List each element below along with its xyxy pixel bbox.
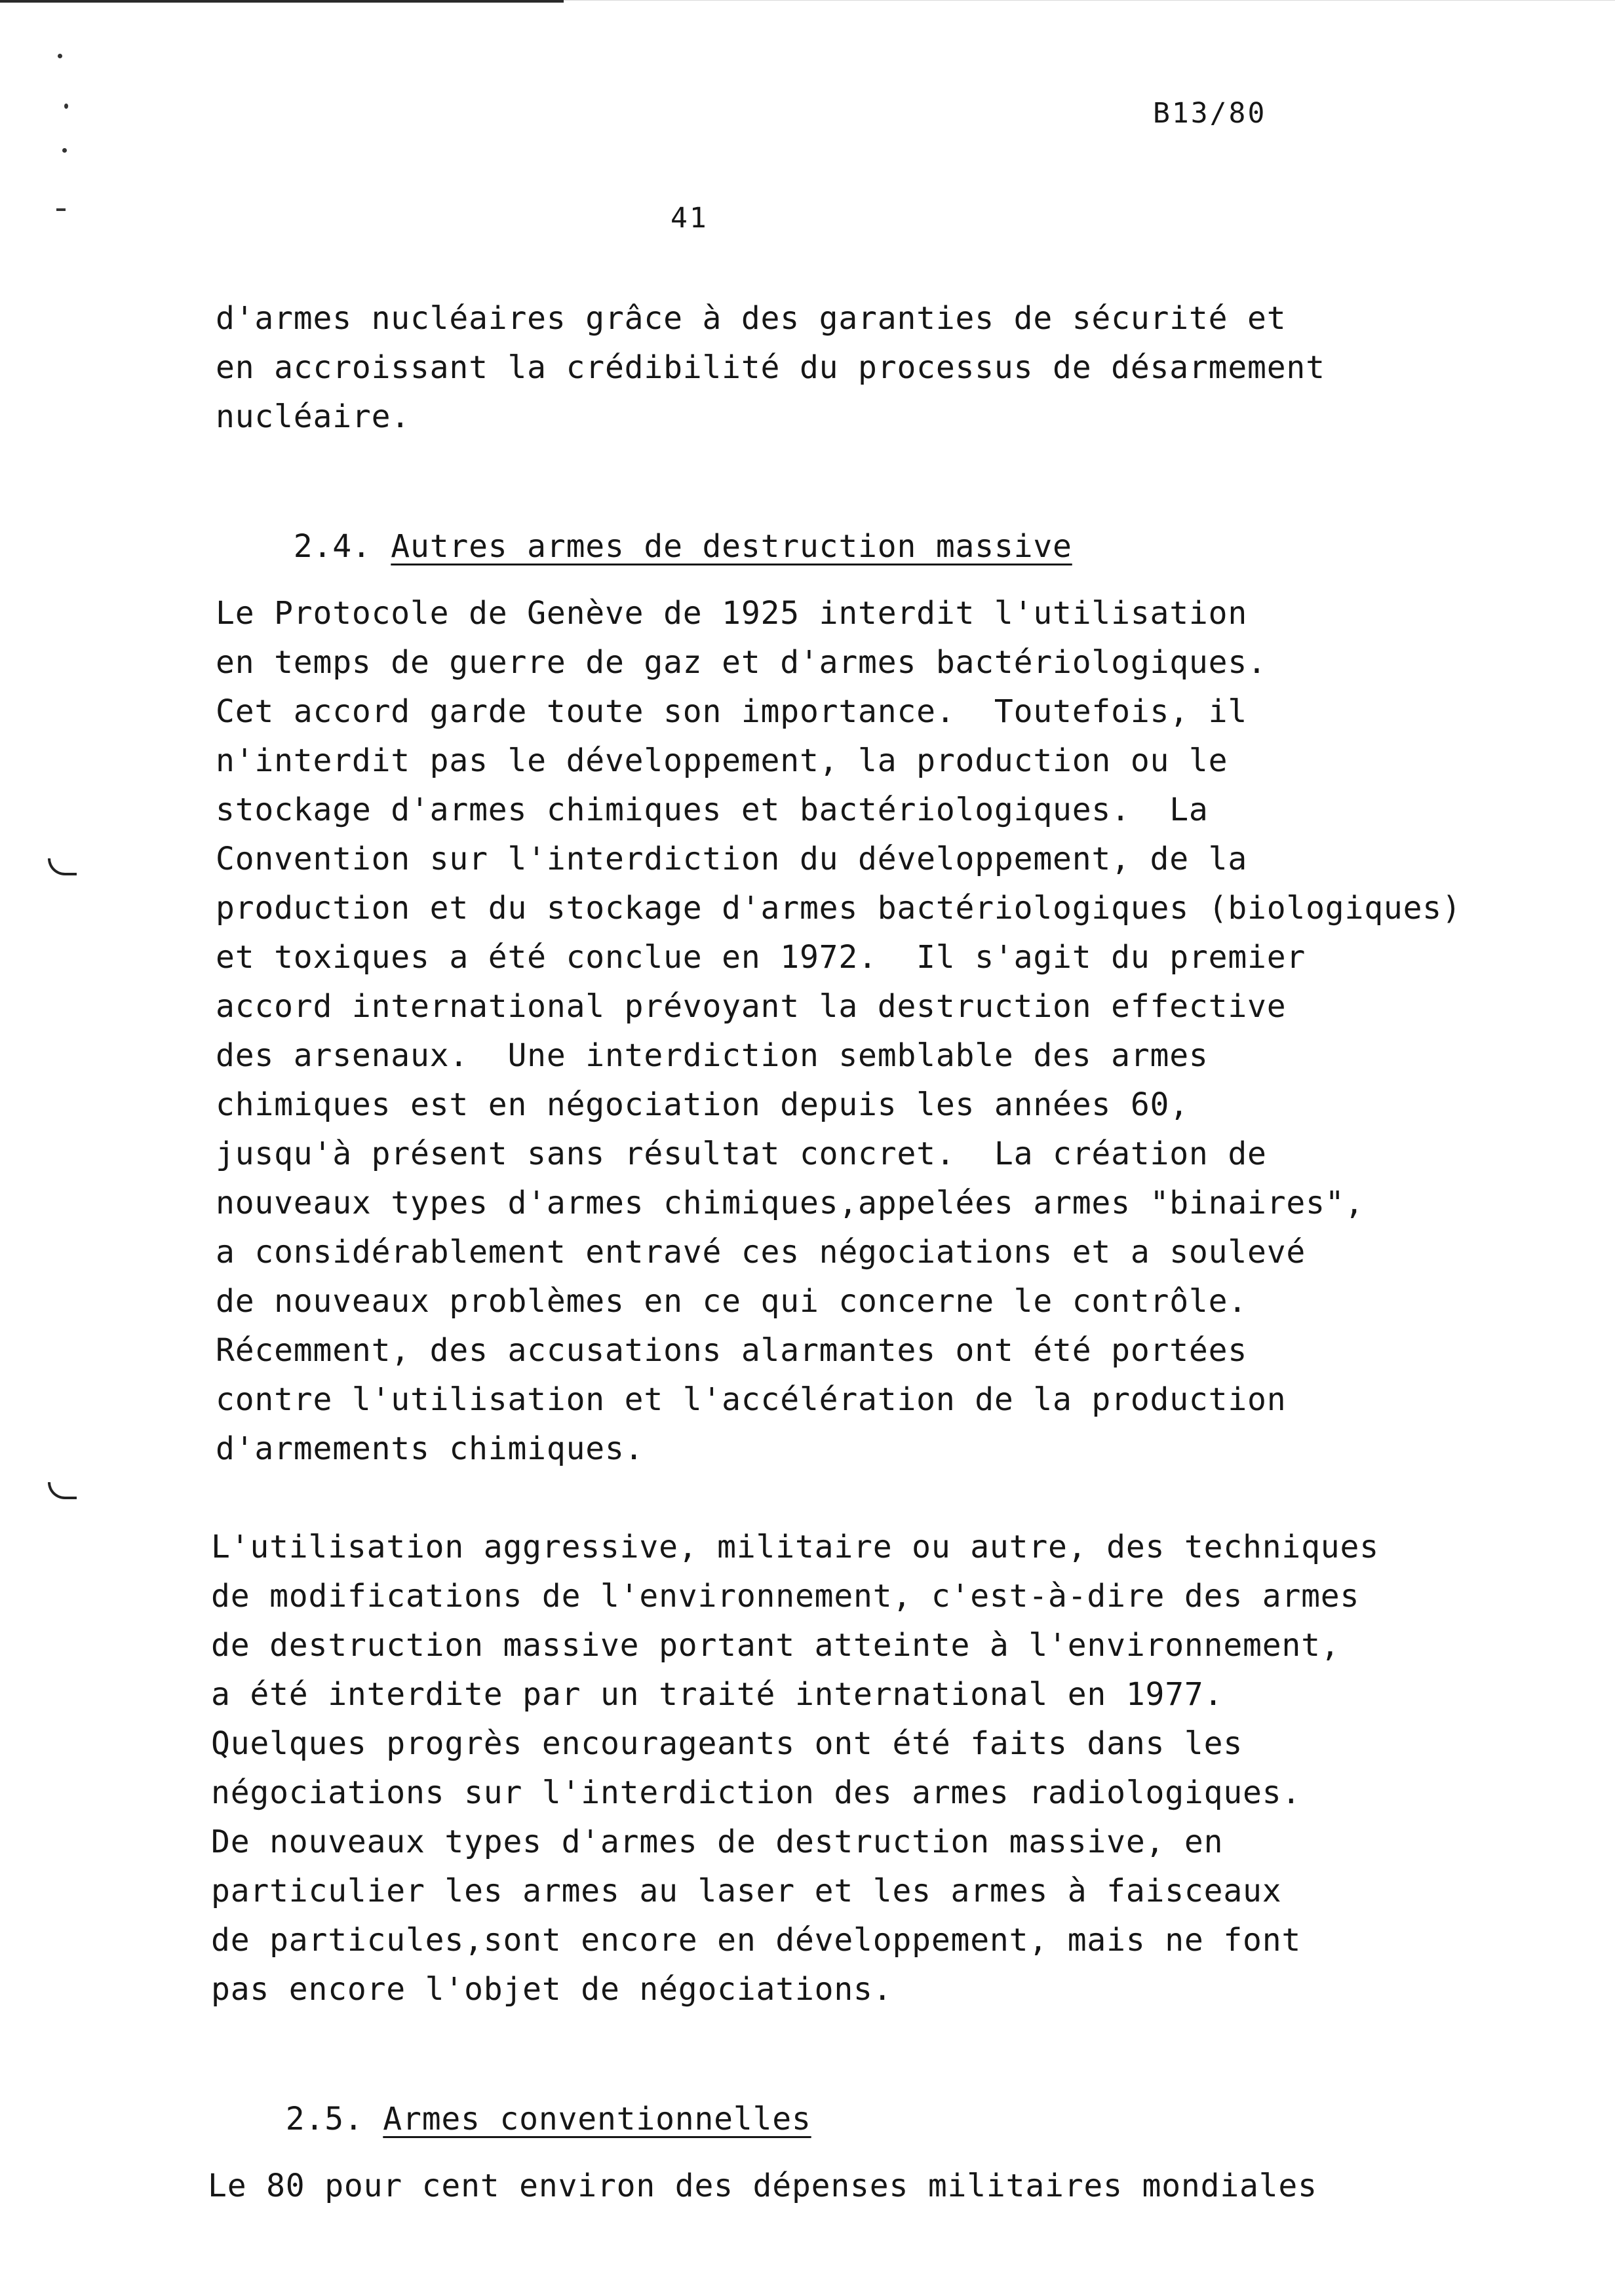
- text-line: Convention sur l'interdiction du développement, de la: [216, 841, 1248, 877]
- margin-annotation-mark: [48, 1482, 77, 1499]
- margin-speck: [64, 104, 68, 109]
- text-line: Le 80 pour cent environ des dépenses militaires mondiales: [208, 2168, 1317, 2204]
- text-line: accord international prévoyant la destruction effective: [216, 988, 1287, 1025]
- text-line: Cet accord garde toute son importance. Toutefois, il: [216, 693, 1248, 730]
- section-heading-2-4: [216, 499, 1072, 594]
- section-title: Autres armes de destruction massive: [391, 528, 1072, 565]
- text-line: et toxiques a été conclue en 1972. Il s'agit du premier: [216, 939, 1306, 976]
- section-heading-2-5: [208, 2072, 811, 2166]
- section-title: Armes conventionnelles: [383, 2101, 811, 2137]
- text-line: Le Protocole de Genève de 1925 interdit l'utilisation: [216, 595, 1248, 632]
- margin-annotation-mark: [48, 858, 77, 875]
- text-line: pas encore l'objet de négociations.: [211, 1971, 893, 2008]
- text-line: d'armes nucléaires grâce à des garanties de sécurité et: [216, 300, 1287, 337]
- text-line: Quelques progrès encourageants ont été faits dans les: [211, 1725, 1243, 1762]
- text-line: stockage d'armes chimiques et bactériologiques. La: [216, 792, 1209, 828]
- margin-speck: [58, 54, 62, 58]
- text-line: de nouveaux problèmes en ce qui concerne le contrôle.: [216, 1283, 1248, 1320]
- text-line: De nouveaux types d'armes de destruction massive, en: [211, 1824, 1224, 1860]
- section-number: 2.5.: [285, 2101, 364, 2137]
- text-line: de modifications de l'environnement, c'est-à-dire des armes: [211, 1578, 1360, 1615]
- text-line: L'utilisation aggressive, militaire ou autre, des techniques: [211, 1529, 1379, 1565]
- text-line: jusqu'à présent sans résultat concret. La création de: [216, 1136, 1267, 1172]
- text-line: nouveaux types d'armes chimiques,appelées armes "binaires",: [216, 1185, 1365, 1221]
- text-line: chimiques est en négociation depuis les années 60,: [216, 1086, 1189, 1123]
- margin-speck: [62, 148, 67, 153]
- text-line: en temps de guerre de gaz et d'armes bactériologiques.: [216, 644, 1267, 681]
- text-line: n'interdit pas le développement, la production ou le: [216, 742, 1228, 779]
- text-line: Récemment, des accusations alarmantes ont été portées: [216, 1332, 1248, 1369]
- margin-dash: [56, 208, 66, 211]
- page-number: 41: [671, 202, 709, 235]
- section-number: 2.4.: [293, 528, 372, 565]
- text-line: des arsenaux. Une interdiction semblable des armes: [216, 1037, 1209, 1074]
- text-line: en accroissant la crédibilité du processus de désarmement: [216, 349, 1325, 386]
- text-line: particulier les armes au laser et les armes à faisceaux: [211, 1873, 1282, 1909]
- text-line: de particules,sont encore en développement, mais ne font: [211, 1922, 1302, 1959]
- text-line: de destruction massive portant atteinte à l'environnement,: [211, 1627, 1340, 1664]
- text-line: a considérablement entravé ces négociations et a soulevé: [216, 1234, 1306, 1271]
- document-reference: B13/80: [1153, 97, 1267, 130]
- scan-top-edge-faint: [564, 0, 1615, 1]
- text-line: a été interdite par un traité international en 1977.: [211, 1676, 1224, 1713]
- scan-top-edge: [0, 0, 564, 3]
- text-line: production et du stockage d'armes bactériologiques (biologiques): [216, 890, 1462, 927]
- text-line: d'armements chimiques.: [216, 1430, 644, 1467]
- text-line: nucléaire.: [216, 398, 410, 435]
- text-line: négociations sur l'interdiction des armes radiologiques.: [211, 1774, 1302, 1811]
- text-line: contre l'utilisation et l'accélération de la production: [216, 1381, 1287, 1418]
